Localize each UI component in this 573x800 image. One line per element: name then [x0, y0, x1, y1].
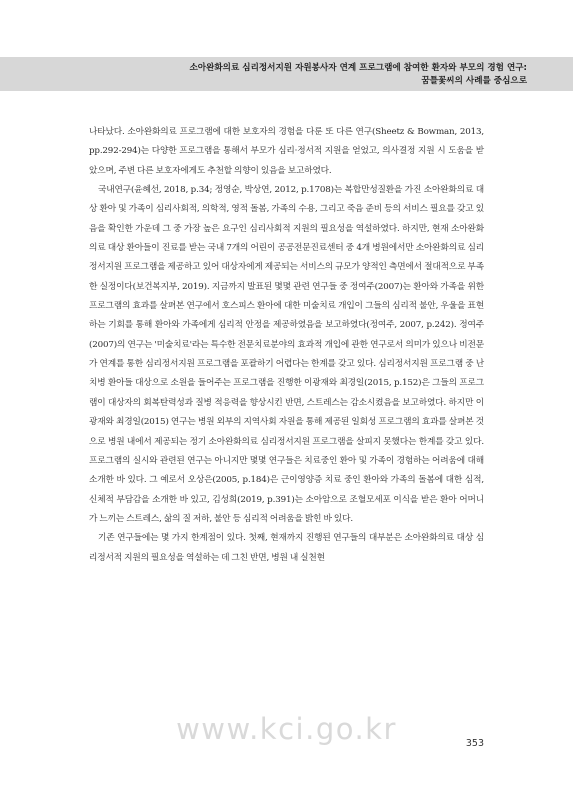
running-header-line1: 소아완화의료 심리정서지원 자원봉사자 연계 프로그램에 참여한 환자와 부모의 경험 연구: [189, 63, 527, 73]
running-header [0, 57, 573, 91]
watermark: www.kci.go.kr [176, 712, 397, 746]
paragraph-1: 나타났다. 소아완화의료 프로그램에 대한 보호자의 경험을 다룬 또 다른 연구(Sheetz & Bowman, 2013, pp.292-294)는 다양한 프로그램을 통해서 부모가 심리·정서적 지원을 얻었고, 의사결정 지원 시 도움을 받았으며, 주변 다른 보호자에게도 추천할 의향이 있음을 보고하였다. [89, 127, 484, 176]
running-header-title [57, 62, 527, 87]
running-header-line2: 꿈틀꽃씨의 사례를 중심으로 [421, 75, 527, 86]
body-text [89, 123, 484, 568]
page-number: 353 [465, 738, 484, 749]
paragraph-3: 기존 연구들에는 몇 가지 한계점이 있다. 첫째, 현재까지 진행된 연구들의 대부분은 소아완화의료 대상 심리정서적 지원의 필요성을 역설하는 데 그친 반면, 병원 내 실천현 [89, 533, 484, 563]
paragraph-2: 국내연구(윤혜선, 2018, p.34; 정영순, 박상연, 2012, p.1708)는 복합만성질환을 가진 소아완화의료 대상 환아 및 가족이 심리사회적, 의학적, 영적 돌봄, 가족의 수용, 그리고 죽음 준비 등의 서비스 필요를 갖고 있음을 확인한 가운데 그 중 가장 높은 요구인 심리사회적 지원의 필요성을 역설하였다. 하지만, 현재 소아완화의료 대상 환아들이 진료를 받는 국내 7개의 어린이 공공전문진료센터 중 4개 병원에서만 소아완화의료 심리정서지원 프로그램을 제공하고 있어 대상자에게 제공되는 서비스의 규모가 양적인 측면에서 절대적으로 부족한 실정이다(보건복지부, 2019). 지금까지 발표된 몇몇 관련 연구들 중 정여주(2007)는 환아와 가족을 위한 프로그램의 효과를 살펴본 연구에서 호스피스 환아에 대한 미술치료 개입이 그들의 심리적 불안, 우울을 표현하는 기회를 통해 환아와 가족에게 심리적 안정을 제공하였음을 보고하였다(정여주, 2007, p.242). 정여주(2007)의 연구는 '미술치료'라는 특수한 전문치료분야의 효과적 개입에 관한 연구로서 의미가 있으나 비전문가 연계를 통한 심리정서지원 프로그램을 포괄하기 어렵다는 한계를 갖고 있다. 심리정서지원 프로그램 중 난치병 환아들 대상으로 소원을 들어주는 프로그램을 진행한 이광재와 최경일(2015, p.152)은 그들의 프로그램이 대상자의 회복탄력성과 질병 적응력을 향상시킨 반면, 스트레스는 감소시켰음을 보고하였다. 하지만 이광재와 최경일(2015) 연구는 병원 외부의 지역사회 자원을 통해 제공된 일회성 프로그램의 효과를 살펴본 것으로 병원 내에서 제공되는 정기 소아완화의료 심리정서지원 프로그램을 살피지 못했다는 한계를 갖고 있다. 프로그램의 실시와 관련된 연구는 아니지만 몇몇 연구들은 치료중인 환아 및 가족이 경험하는 어려움에 대해 소개한 바 있다. 그 예로서 오상은(2005, p.184)은 근이영양증 치료 중인 환아와 가족의 돌봄에 대한 심적, 신체적 부담감을 소개한 바 있고, 김성희(2019, p.391)는 소아암으로 조혈모세포 이식을 받은 환아 어머니가 느끼는 스트레스, 삶의 질 저하, 불안 등 심리적 어려움을 밝힌 바 있다. [89, 185, 484, 524]
